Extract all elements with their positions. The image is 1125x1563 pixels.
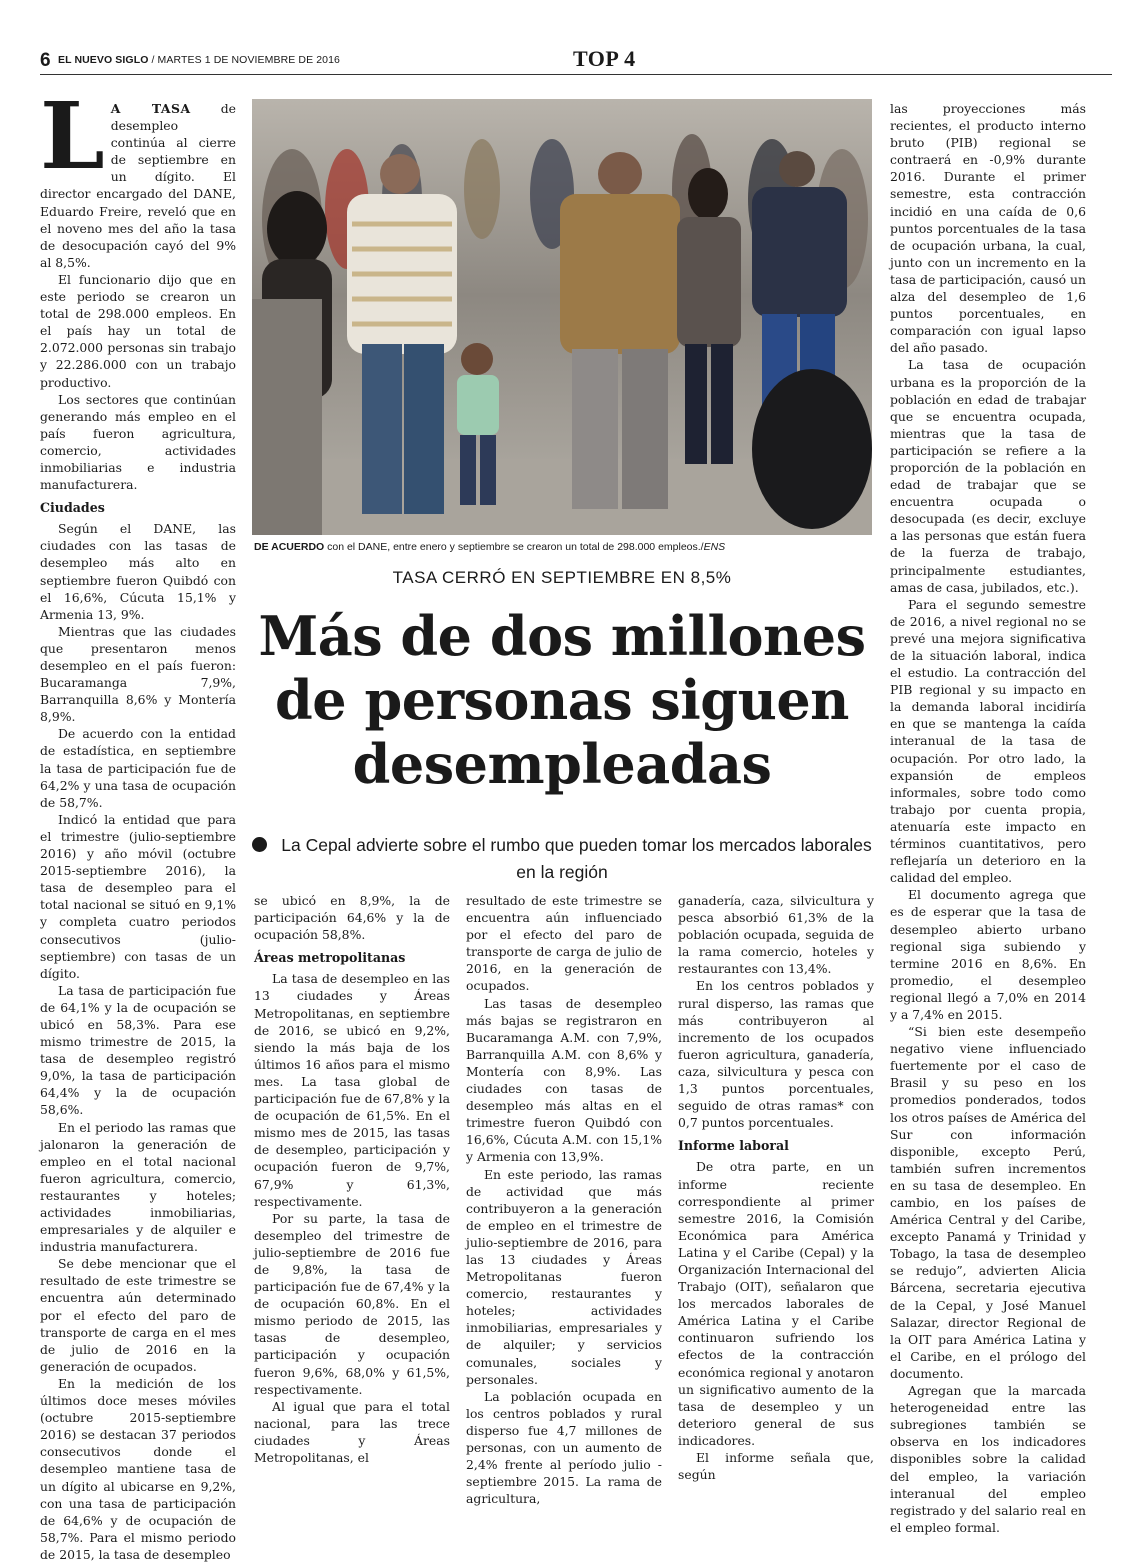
- paragraph: Agregan que la marcada heterogeneidad entre las subregiones también se observa en los indicadores disponibles sobre la calidad del empleo, la variación interanual del empleo registrado y del salario real en el empleo formal.: [890, 1383, 1086, 1535]
- paragraph: En este periodo, las ramas de actividad que más contribuyeron a la generación de empleo en el trimestre de julio-septiembre de 2016, para las 13 ciudades y Áreas Metropolitanas fueron comercio, restaurantes y hoteles; actividades inmobiliarias, empresariales y de alquiler; y servicios comunales, sociales y personales.: [466, 1166, 662, 1387]
- paragraph: Mientras que las ciudades que presentaron menos desempleo en el país fueron: Bucaramanga 7,9%, Barranquilla 8,6% y Montería 8,9%.: [40, 623, 236, 725]
- paragraph: Las tasas de desempleo más bajas se registraron en Bucaramanga A.M. con 7,9%, Barranquilla A.M. con 8,6% y Montería con 8,9%. Las ciudades con tasas de desempleo más altas en el trimestre fueron Quibdó con 16,6%, Cúcuta A.M. con 15,1% y Armenia con 13,9%.: [466, 995, 662, 1165]
- paragraph: Para el segundo semestre de 2016, a nivel regional no se prevé una mejora significativa de la situación laboral, indica el estudio. La contracción del PIB regional y su impacto en la demanda laboral incidiría en que se mantenga la caída interanual de la tasa de ocupación. Por otro lado, la expansión de empleos informales, sobre todo como trabajo por cuenta propia, atenuaría este impacto en términos cuantitativos, pero reflejaría un deterioro en la calidad del empleo.: [890, 596, 1086, 886]
- article-column-3: [466, 892, 662, 1507]
- article-subheadline: [252, 832, 872, 886]
- paragraph: De acuerdo con la entidad de estadística, en septiembre la tasa de participación fue de 64,2% y una tasa de ocupación de 58,7%.: [40, 726, 236, 810]
- bullet-dot-icon: [252, 837, 267, 852]
- paragraph: En el periodo las ramas que jalonaron la generación de empleo en el total nacional fueron agricultura, comercio, restaurantes y hoteles; actividades inmobiliarias, empresariales y de alquiler e industria manufacturera.: [40, 1119, 236, 1255]
- page-number: 6: [40, 50, 51, 71]
- drop-cap: L: [40, 82, 105, 190]
- article-column-1: [40, 82, 236, 1563]
- paragraph: El funcionario dijo que en este periodo se crearon un total de 298.000 empleos. En el país hay un total de 2.072.000 personas sin trabajo y 22.286.000 con un trabajo productivo.: [40, 271, 236, 390]
- subheading-informe-laboral: Informe laboral: [678, 1138, 789, 1154]
- publication-date: / MARTES 1 DE NOVIEMBRE DE 2016: [151, 54, 340, 66]
- paragraph: Indicó la entidad que para el trimestre (julio-septiembre 2016) y año móvil (octubre 2015-septiembre 2016), la tasa de desempleo para el total nacional se situó en 9,1% y completa cuatro periodos consecutivos (julio-septiembre) con tasas de un dígito.: [40, 811, 236, 981]
- paragraph: resultado de este trimestre se encuentra aún influenciado por el efecto del paro de transporte de carga de julio de 2016, en la generación de ocupados.: [466, 893, 662, 994]
- caption-credit: ENS: [703, 541, 726, 553]
- paragraph: En los centros poblados y rural disperso, las ramas que más contribuyeron al incremento de los ocupados fueron agricultura, ganadería, caza, silvicultura y pesca con 1,3 puntos porcentuales, seguido de otras ramas* con 0,7 puntos porcentuales.: [678, 978, 874, 1131]
- paragraph: Se debe mencionar que el resultado de este trimestre se encuentra aún determinado por el efecto del paro de transporte de carga en el mes de julio de 2016 en la generación de ocupados.: [40, 1256, 236, 1374]
- publication-line: [58, 54, 340, 66]
- paragraph: En la medición de los últimos doce meses móviles (octubre 2015-septiembre 2016) se destacan 37 periodos consecutivos donde el desempleo mantiene tasa de un dígito al ubicarse en 9,2%, con una tasa de participación de 64,6% y de ocupación de 58,7%. Para el mismo periodo de 2015, la tasa de desempleo: [40, 1375, 236, 1562]
- paragraph: ganadería, caza, silvicultura y pesca absorbió 61,3% de la población ocupada, seguida de la rama comercio, hoteles y restaurantes con 13,4%.: [678, 893, 874, 977]
- subheading-ciudades: Ciudades: [40, 500, 105, 516]
- street-crowd-photo: [252, 99, 872, 535]
- paragraph: “Si bien este desempeño negativo viene influenciado fuertemente por el caso de Brasil y su peso en los promedios ponderados, todos los otros países de América del Sur con información disponible, excepto Perú, también sufren incrementos en su tasa de desempleo. En cambio, en los países de América Central y del Caribe, excepto Panamá y Trinidad y Tobago, la tasa de desempleo se redujo”, advierten Alicia Bárcena, secretaria ejecutiva de la Cepal, y José Manuel Salazar, director Regional de la OIT para América Latina y el Caribe, en el prólogo del documento.: [890, 1024, 1086, 1381]
- paragraph: La tasa de desempleo en las 13 ciudades y Áreas Metropolitanas, en septiembre de 2016, se ubicó en 9,2%, siendo la más baja de los últimos 16 años para el mismo mes. La tasa global de participación fue de 67,8% y la de ocupación de 61,5%. En el mismo mes de 2015, las tasas de desempleo, participación y ocupación fueron de 9,7%, 67,9% y 61,3%, respectivamente.: [254, 971, 450, 1209]
- subheadline-text: La Cepal advierte sobre el rumbo que pueden tomar los mercados laborales en la región: [281, 835, 872, 882]
- paragraph: Por su parte, la tasa de desempleo del trimestre de julio-septiembre de 2016 fue de 9,8%, la tasa de participación fue de 67,4% y la de ocupación 60,8%. En el mismo periodo de 2015, las tasas de desempleo, participación y ocupación fueron 9,6%, 68,0% y 61,5%, respectivamente.: [254, 1210, 450, 1397]
- paragraph: El informe señala que, según: [678, 1450, 874, 1483]
- photo-caption: [254, 541, 874, 553]
- paragraph: La tasa de participación fue de 64,1% y la de ocupación se ubicó en 58,3%. Para ese mismo trimestre de 2015, la tasa de desempleo registró 9,0%, la tasa de participación 64,4% y la de ocupación 58,6%.: [40, 982, 236, 1118]
- caption-text: con el DANE, entre enero y septiembre se crearon un total de 298.000 empleos./: [324, 541, 704, 553]
- article-column-2: [254, 892, 450, 1466]
- paragraph: Los sectores que continúan generando más empleo en el país fueron agricultura, comercio, actividades inmobiliarias e industria manufacturera.: [40, 391, 236, 493]
- subheading-areas-metropolitanas: Áreas metropolitanas: [254, 950, 406, 966]
- paragraph: Según el DANE, las ciudades con las tasas de desempleo más alto en septiembre fueron Quibdó con el 16,6%, Cúcuta 15,1% y Armenia 13, 9%.: [40, 521, 236, 622]
- article-headline: Más de dos millones de personas siguen desempleadas: [258, 604, 866, 796]
- paragraph: Al igual que para el total nacional, para las trece ciudades y Áreas Metropolitanas, el: [254, 1398, 450, 1465]
- lead-bold: A TASA: [110, 101, 191, 116]
- article-column-4: [678, 892, 874, 1483]
- lead-text: de desempleo continúa al cierre de septiembre en un dígito. El director encargado del DANE, Eduardo Freire, reveló que en el noveno mes del año la tasa de desocupación cayó del 9% al 8,5%.: [40, 101, 236, 270]
- publication-name: EL NUEVO SIGLO: [58, 54, 149, 66]
- paragraph: se ubicó en 8,9%, la de participación 64,6% y la de ocupación 58,8%.: [254, 893, 450, 943]
- paragraph: De otra parte, en un informe reciente correspondiente al primer semestre 2016, la Comisión Económica para América Latina y el Caribe (Cepal) y la Organización Internacional del Trabajo (OIT), señalaron que los mercados laborales de América Latina y el Caribe continuaron sufriendo los efectos de la contracción económica regional y anotaron un significativo aumento de la tasa de desempleo y un deterioro general de sus indicadores.: [678, 1159, 874, 1448]
- section-title: TOP 4: [573, 46, 636, 71]
- page-header: [40, 46, 1112, 75]
- article-kicker: TASA CERRÓ EN SEPTIEMBRE EN 8,5%: [392, 568, 732, 587]
- lead-paragraph: [40, 82, 236, 271]
- article-column-5: [890, 100, 1086, 1536]
- paragraph: La población ocupada en los centros poblados y rural disperso fue 4,7 millones de personas, con un aumento de 2,4% frente al período julio - septiembre 2015. La rama de agricultura,: [466, 1388, 662, 1507]
- photo-illustration: [252, 99, 872, 535]
- paragraph: La tasa de ocupación urbana es la proporción de la población en edad de trabajar que se encuentra ocupada, mientras que la tasa de participación se refiere a la proporción de la población en edad de trabajar que se encuentra ocupada o desocupada (es decir, excluye a las personas que están fuera de la fuerza de trabajo, principalmente estudiantes, amas de casa, jubilados, etc.).: [890, 357, 1086, 595]
- paragraph: El documento agrega que es de esperar que la tasa de desempleo abierto urbano regional siga subiendo y termine 2016 en 8,6%. En promedio, el desempleo regional llegó a 7,0% en 2014 y a 7,4% en 2015.: [890, 887, 1086, 1022]
- caption-lead: DE ACUERDO: [254, 541, 325, 553]
- paragraph: las proyecciones más recientes, el producto interno bruto (PIB) regional se contraerá en -0,9% durante 2016. Durante el primer semestre, esta contracción incidió en una caída de 0,6 puntos porcentuales de la tasa de ocupación urbana, la cual, junto con un incremento en la tasa de participación, causó un alza del desempleo de 1,6 puntos porcentuales, en comparación con igual lapso del año pasado.: [890, 101, 1086, 356]
